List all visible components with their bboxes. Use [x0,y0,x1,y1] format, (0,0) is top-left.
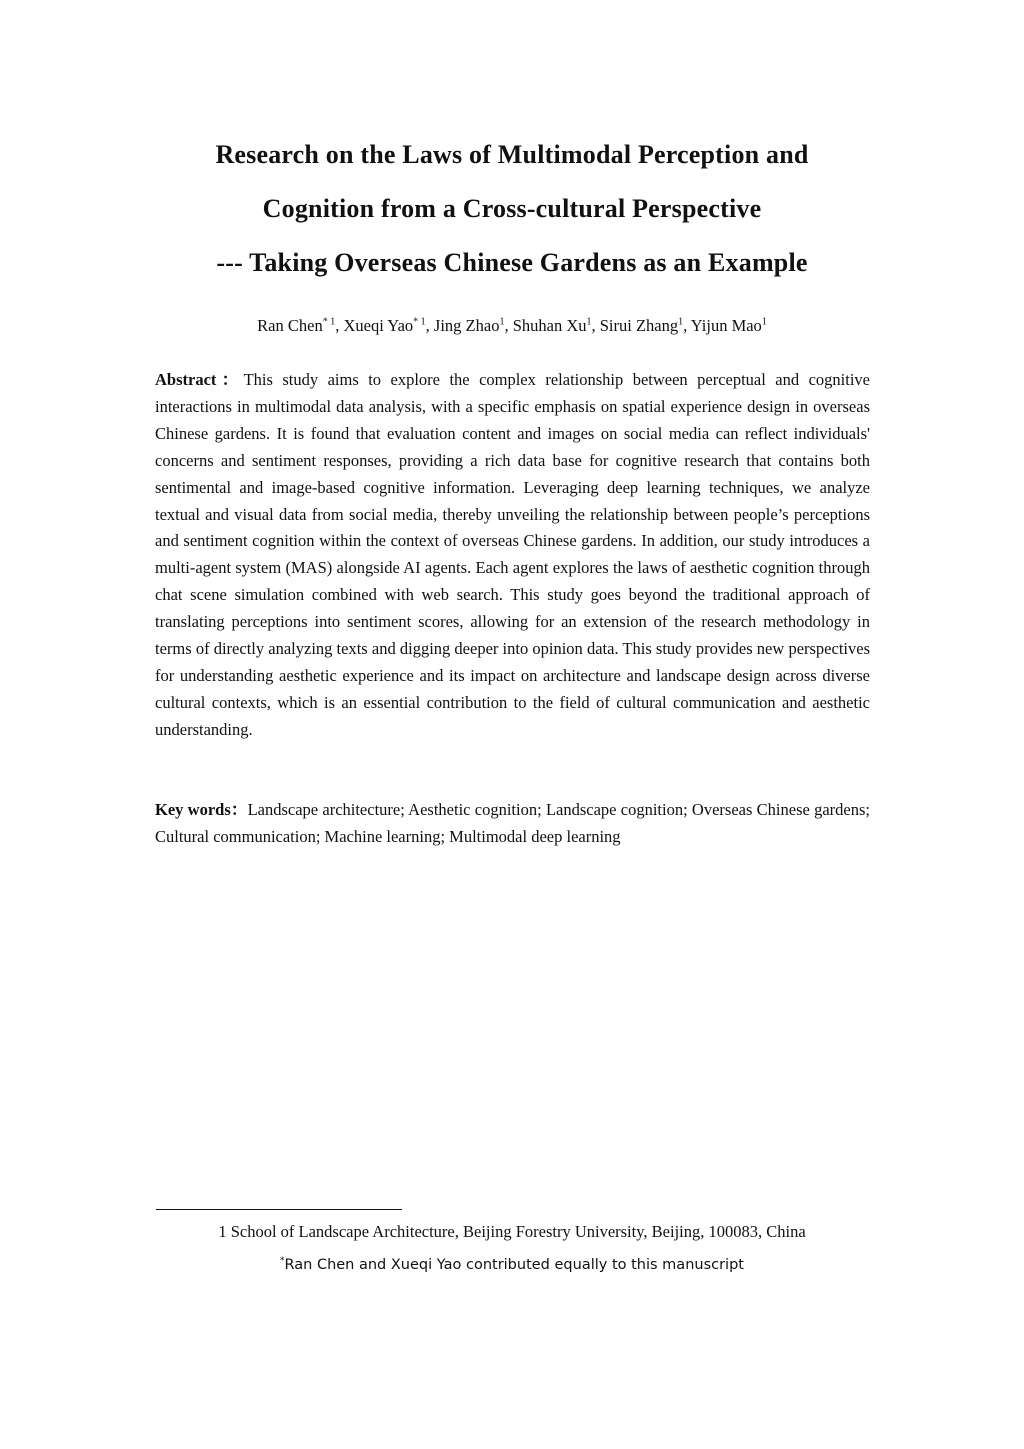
keywords-label: Key words： [155,800,248,819]
abstract-paragraph [155,367,870,744]
keywords-paragraph [155,796,870,850]
author-affiliation-mark: 1 [761,316,767,328]
keywords-text: Landscape architecture; Aesthetic cognition; Landscape cognition; Overseas Chinese gardens; Cultural communication; Machine learning; Multimodal deep learning [155,800,871,846]
footnote-asterisk: * [280,1256,285,1267]
title-line-3: --- Taking Overseas Chinese Gardens as an Example [216,248,808,277]
footnote-divider [156,1209,402,1210]
author-name: Sirui Zhang [599,316,679,335]
title-line-1: Research on the Laws of Multimodal Perception and [215,140,809,169]
author-affiliation-mark: 1 [678,316,684,328]
author-name: Ran Chen [257,316,323,335]
author-list [0,314,1024,338]
title-line-2: Cognition from a Cross-cultural Perspective [262,194,762,223]
footnote-affiliation: 1 School of Landscape Architecture, Beijing Forestry University, Beijing, 100083, China [218,1222,806,1241]
author-separator: , [335,316,344,335]
author-separator: , [504,316,513,335]
author-separator: , [683,316,691,335]
author-name: Yijun Mao [690,316,762,335]
author-separator: , [591,316,600,335]
footnote-equal-contribution [0,1253,1024,1277]
author-name: Shuhan Xu [512,316,587,335]
paper-title [0,128,1024,290]
author-affiliation-mark: * 1 [413,316,426,328]
abstract-text: This study aims to explore the complex relationship between perceptual and cognitive interactions in multimodal data analysis, with a specific emphasis on spatial experience design in overseas Chinese gardens. It is found that evaluation content and images on social media can reflect individuals' concerns and sentiment responses, providing a rich data base for cognitive research that contains both sentimental and image-based cognitive information. Leveraging deep learning techniques, we analyze textual and visual data from social media, thereby unveiling the relationship between people’s perceptions and sentiment cognition within the context of overseas Chinese gardens. In addition, our study introduces a multi-agent system (MAS) alongside AI agents. Each agent explores the laws of aesthetic cognition through chat scene simulation combined with web search. This study goes beyond the traditional approach of translating perceptions into sentiment scores, allowing for an extension of the research methodology in terms of directly analyzing texts and digging deeper into opinion data. This study provides new perspectives for understanding aesthetic experience and its impact on architecture and landscape design across diverse cultural contexts, which is an essential contribution to the field of cultural communication and aesthetic understanding. [155,370,870,739]
author-affiliation-mark: * 1 [322,316,336,328]
author-separator: , [425,316,434,335]
author-affiliation-mark: 1 [499,316,505,328]
author-affiliation-mark: 1 [586,316,592,328]
author-name: Jing Zhao [433,316,500,335]
abstract-label: Abstract： [155,370,244,389]
author-name: Xueqi Yao [343,316,414,335]
footnote-equal-text: Ran Chen and Xueqi Yao contributed equally to this manuscript [284,1257,744,1273]
